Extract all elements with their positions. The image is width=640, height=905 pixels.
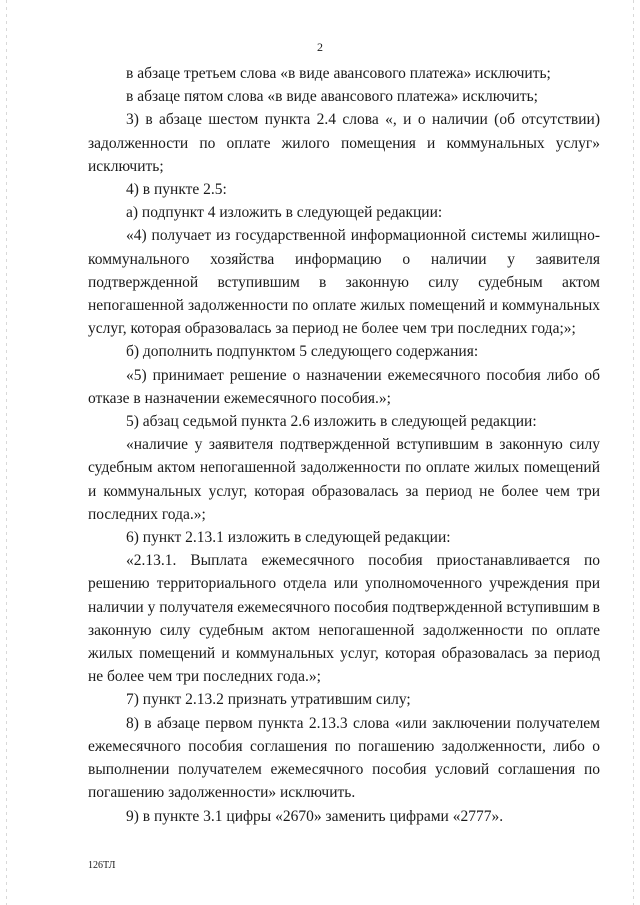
footer-code: 126ТЛ <box>88 860 116 871</box>
paragraph-8: «5) принимает решение о назначении ежемесячного пособия либо об отказе в назначении ежемесячного пособия.»; <box>88 366 600 407</box>
paragraph-4: 4) в пункте 2.5: <box>126 181 227 199</box>
paragraph-14: 8) в абзаце первом пункта 2.13.3 слова «или заключении получателем ежемесячного пособия соглашения по погашению задолженности, либо о выполнении получателем ежемесячного пособия условий соглашения по погашению задолженности» исключить. <box>88 714 600 802</box>
paragraph-11: 6) пункт 2.13.1 изложить в следующей редакции: <box>126 529 451 547</box>
left-scan-edge <box>6 0 7 905</box>
document-body <box>88 62 600 828</box>
paragraph-1: в абзаце третьем слова «в виде авансового платежа» исключить; <box>126 65 551 82</box>
paragraph-13: 7) пункт 2.13.2 признать утратившим силу; <box>126 691 411 709</box>
paragraph-7: б) дополнить подпунктом 5 следующего содержания: <box>126 343 479 361</box>
paragraph-6: «4) получает из государственной информационной системы жилищно-коммунального хозяйства информацию о наличии у заявителя подтвержденной вступившим в законную силу судебным актом непогашенной задолженности по оплате жилых помещений и коммунальных услуг, которая образовалась за период не более чем три последних года;»; <box>88 227 600 338</box>
paragraph-9: 5) абзац седьмой пункта 2.6 изложить в следующей редакции: <box>126 413 537 431</box>
paragraph-12: «2.13.1. Выплата ежемесячного пособия приостанавливается по решению территориального отдела или уполномоченного учреждения при наличии у получателя ежемесячного пособия подтвержденной вступившим в законную силу судебным актом непогашенной задолженности по оплате жилых помещений и коммунальных услуг, которая образовалась за период не более чем три последних года.»; <box>88 552 600 686</box>
paragraph-10: «наличие у заявителя подтвержденной вступившим в законную силу судебным актом непогашенной задолженности по оплате жилых помещений и коммунальных услуг, которая образовалась за период не более чем три последних года.»; <box>88 436 600 523</box>
paragraph-5: а) подпункт 4 изложить в следующей редакции: <box>126 204 443 222</box>
paragraph-3: 3) в абзаце шестом пункта 2.4 слова «, и о наличии (об отсутствии) задолженности по оплате жилого помещения и коммунальных услуг» исключить; <box>88 111 600 175</box>
paragraph-15: 9) в пункте 3.1 цифры «2670» заменить цифрами «2777». <box>126 807 504 825</box>
paragraph-2: в абзаце пятом слова «в виде авансового платежа» исключить; <box>126 88 538 106</box>
page-number: 2 <box>317 40 323 54</box>
right-scan-edge <box>633 0 634 905</box>
